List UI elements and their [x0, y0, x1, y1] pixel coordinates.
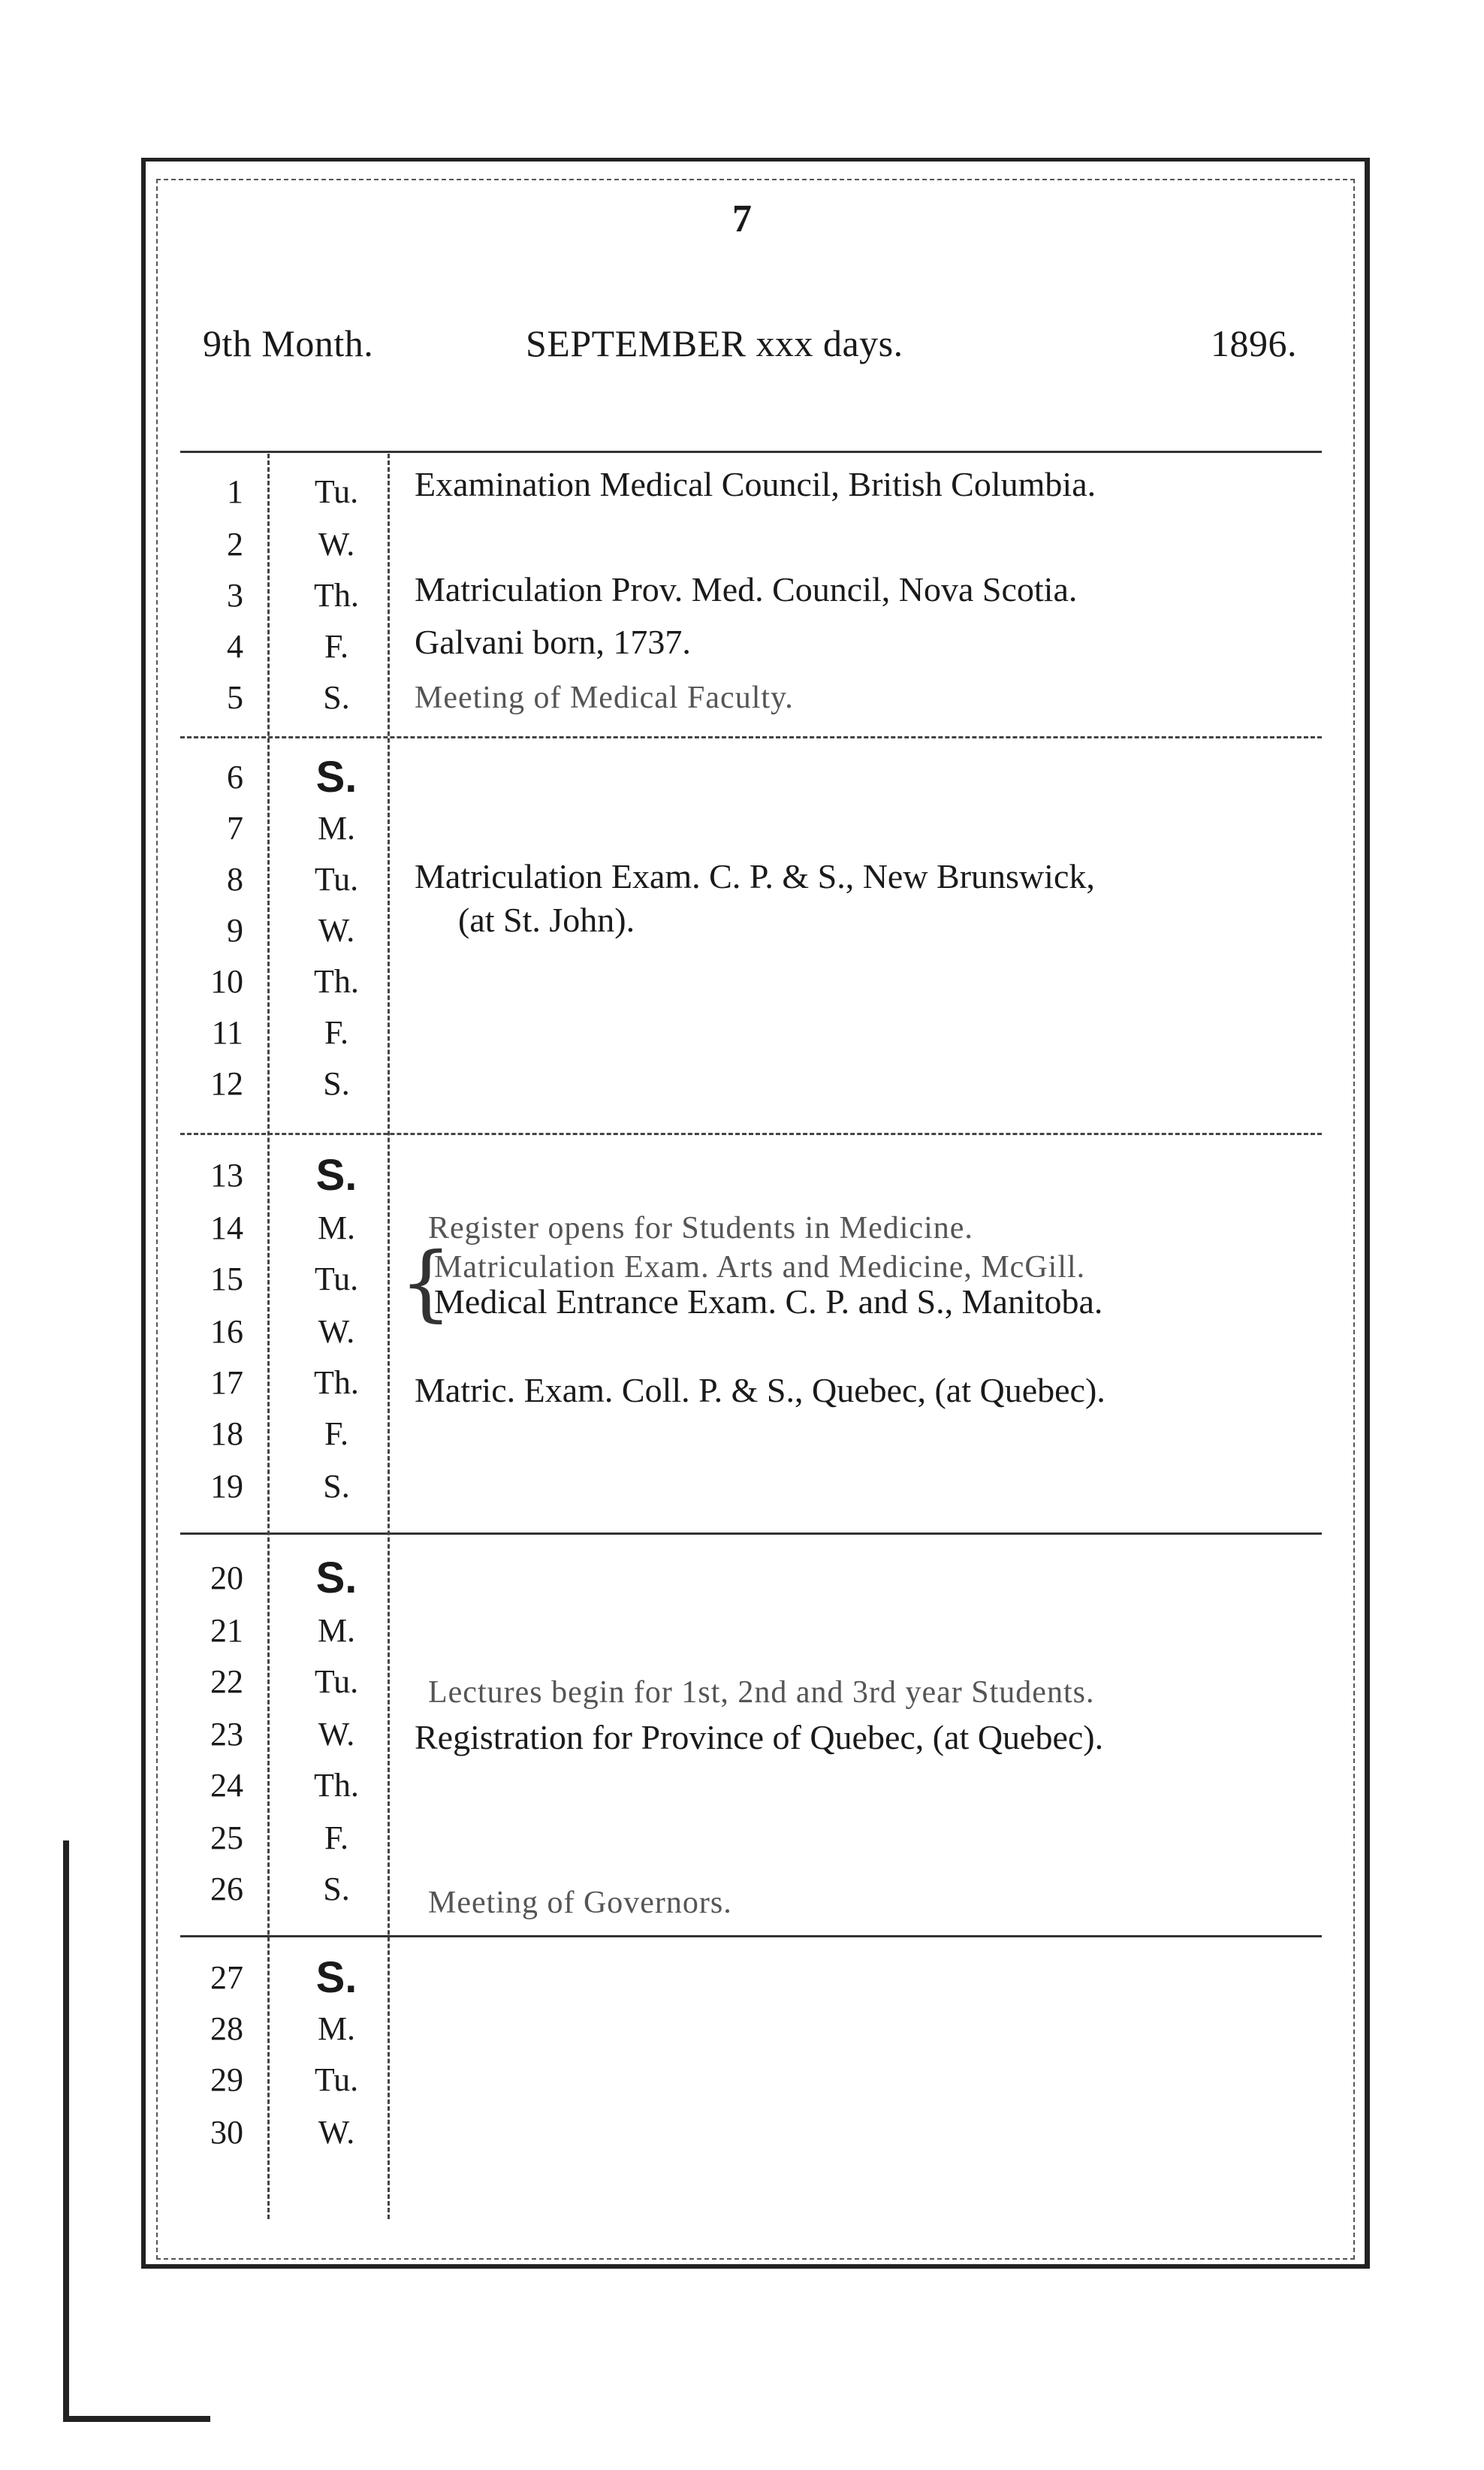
- day-name: M.: [317, 810, 356, 847]
- day-number: 16: [210, 1313, 243, 1350]
- day-row: [0, 904, 1484, 957]
- week-divider: [180, 736, 1322, 738]
- event-26: Meeting of Governors.: [428, 1886, 732, 1920]
- day-row: [0, 2054, 1484, 2106]
- day-row: [0, 1863, 1484, 1916]
- day-number: 20: [210, 1560, 243, 1596]
- day-name: W.: [318, 1313, 355, 1350]
- page-edge-mark: [63, 1840, 69, 2419]
- event-23: Registration for Province of Quebec, (at Quebec).: [415, 1718, 1104, 1756]
- day-name: W.: [318, 912, 355, 949]
- page-number: 7: [732, 198, 752, 240]
- event-15a: Matriculation Exam. Arts and Medicine, McGill.: [434, 1250, 1086, 1285]
- day-row: [0, 1952, 1484, 2004]
- day-number: 24: [210, 1767, 243, 1804]
- day-name: Tu.: [314, 473, 359, 510]
- day-name: Th.: [314, 1364, 359, 1401]
- day-row: [0, 802, 1484, 855]
- day-number: 25: [210, 1819, 243, 1856]
- day-number: 18: [210, 1415, 243, 1452]
- day-name: Tu.: [314, 1261, 359, 1297]
- event-8b: (at St. John).: [458, 901, 635, 939]
- day-row: [0, 1812, 1484, 1865]
- page-corner-mark: [63, 2404, 210, 2422]
- day-name: F.: [324, 1819, 348, 1856]
- day-number: 17: [210, 1364, 243, 1401]
- event-15b: Medical Entrance Exam. C. P. and S., Manitoba.: [434, 1282, 1103, 1321]
- month-label: 9th Month.: [203, 322, 374, 364]
- day-row: [0, 1007, 1484, 1059]
- day-number: 19: [210, 1468, 243, 1505]
- day-number: 9: [227, 912, 243, 949]
- day-row: [0, 1058, 1484, 1110]
- day-name-sunday: S.: [315, 753, 357, 802]
- day-row: [0, 1605, 1484, 1657]
- day-number: 3: [227, 577, 243, 614]
- day-name: M.: [317, 1209, 356, 1246]
- event-14: Register opens for Students in Medicine.: [428, 1211, 973, 1246]
- day-name: Th.: [314, 577, 359, 614]
- event-5: Meeting of Medical Faculty.: [415, 681, 794, 715]
- day-row: [0, 956, 1484, 1008]
- day-name: S.: [323, 1065, 350, 1102]
- day-name: F.: [324, 1014, 348, 1051]
- day-name-sunday: S.: [315, 1554, 357, 1602]
- day-number: 13: [210, 1157, 243, 1194]
- day-number: 21: [210, 1612, 243, 1649]
- day-name: W.: [318, 1716, 355, 1753]
- day-name: Th.: [314, 963, 359, 1000]
- day-name: S.: [323, 1871, 350, 1907]
- day-number: 10: [210, 963, 243, 1000]
- day-row: [0, 2003, 1484, 2055]
- week-divider: [180, 1532, 1322, 1535]
- day-number: 4: [227, 628, 243, 665]
- day-name: Tu.: [314, 861, 359, 898]
- day-row: [0, 518, 1484, 571]
- month-title: SEPTEMBER xxx days.: [526, 322, 903, 364]
- day-name: W.: [318, 526, 355, 563]
- day-name: F.: [324, 1415, 348, 1452]
- day-row: [0, 751, 1484, 804]
- day-number: 7: [227, 810, 243, 847]
- day-number: 6: [227, 759, 243, 796]
- day-number: 28: [210, 2010, 243, 2047]
- day-name: S.: [323, 679, 350, 716]
- day-row: [0, 2106, 1484, 2159]
- day-number: 27: [210, 1959, 243, 1996]
- day-number: 29: [210, 2061, 243, 2098]
- day-number: 12: [210, 1065, 243, 1102]
- day-name: Tu.: [314, 2061, 359, 2098]
- day-number: 8: [227, 861, 243, 898]
- event-4: Galvani born, 1737.: [415, 623, 691, 661]
- day-name: F.: [324, 628, 348, 665]
- day-name-sunday: S.: [315, 1151, 357, 1200]
- day-number: 30: [210, 2114, 243, 2151]
- day-name: Th.: [314, 1767, 359, 1804]
- day-name: S.: [323, 1468, 350, 1505]
- day-name: M.: [317, 2010, 356, 2047]
- day-row: [0, 1149, 1484, 1202]
- day-number: 14: [210, 1209, 243, 1246]
- day-row: [0, 1460, 1484, 1513]
- day-number: 2: [227, 526, 243, 563]
- event-22: Lectures begin for 1st, 2nd and 3rd year Students.: [428, 1675, 1095, 1710]
- day-number: 22: [210, 1663, 243, 1700]
- day-number: 1: [227, 473, 243, 510]
- day-number: 5: [227, 679, 243, 716]
- event-3: Matriculation Prov. Med. Council, Nova Scotia.: [415, 570, 1078, 608]
- day-row: [0, 1552, 1484, 1605]
- day-row: [0, 621, 1484, 673]
- day-number: 11: [211, 1014, 243, 1051]
- day-number: 26: [210, 1871, 243, 1907]
- event-8a: Matriculation Exam. C. P. & S., New Brunswick,: [415, 857, 1095, 895]
- week-divider: [180, 1133, 1322, 1135]
- header-rule: [180, 451, 1322, 453]
- day-name: W.: [318, 2114, 355, 2151]
- day-row: [0, 1759, 1484, 1812]
- day-number: 23: [210, 1716, 243, 1753]
- event-1: Examination Medical Council, British Columbia.: [415, 465, 1096, 503]
- day-row: [0, 1408, 1484, 1460]
- brace-icon: {: [400, 1234, 452, 1330]
- event-17: Matric. Exam. Coll. P. & S., Quebec, (at Quebec).: [415, 1371, 1105, 1409]
- day-name-sunday: S.: [315, 1953, 357, 2002]
- week-divider: [180, 1935, 1322, 1937]
- day-number: 15: [210, 1261, 243, 1297]
- day-name: M.: [317, 1612, 356, 1649]
- year-label: 1896.: [1211, 322, 1297, 364]
- day-name: Tu.: [314, 1663, 359, 1700]
